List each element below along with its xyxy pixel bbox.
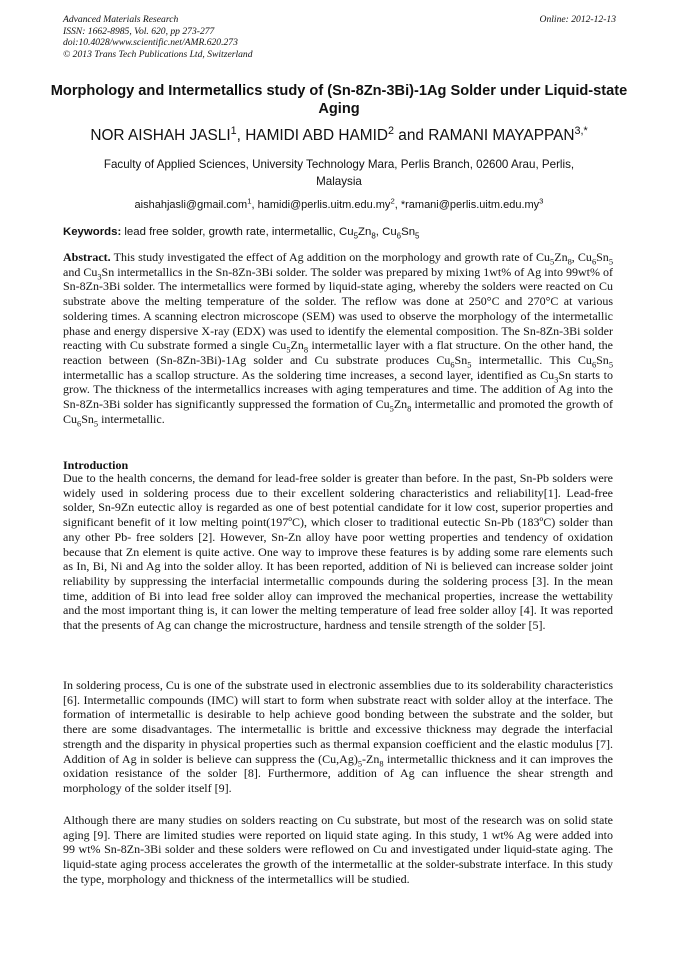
affiliation: Faculty of Applied Sciences, University Technology Mara, Perlis Branch, 02600 Arau, Perlis, Malaysia	[103, 158, 575, 188]
email-address[interactable]: *ramani@perlis.uitm.edu.my	[400, 199, 540, 211]
keywords	[63, 225, 623, 239]
online-date: Online: 2012-12-13	[539, 14, 616, 25]
author-name: HAMIDI ABD HAMID	[245, 127, 388, 144]
author-mark: 3,*	[574, 124, 588, 137]
abstract-text: This study investigated the effect of Ag addition on the morphology and growth rate of $Cu_5Zn_8$, $Cu_6Sn_5$ and $Cu_3Sn$ intermetallics in the Sn-8Zn-3Bi solder. The solder was prepared by mixing 1wt% of Ag into 99wt% of Sn-8Zn-3Bi solder. The intermetallics were formed by liquid-state aging, whereby the solders were reacted on Cu substrate above the melting temperature of the solder. The reflow was done at 250°C and 270°C at various soldering times. A scanning electron microscope (SEM) was used to observe the morphology of the intermetallic phase and energy dispersive X-ray (EDX) was used to identify the elemental composition. The Sn-8Zn-3Bi solder reacting with Cu substrate formed a single $Cu_5Zn_8$ intermetallic layer with a flat structure. On the other hand, the reaction between (Sn-8Zn-3Bi)-1Ag solder and Cu substrate produces $Cu_6Sn_5$ intermetallic. This $Cu_6Sn_5$ intermetallic has a scallop structure. As the soldering time increases, a second layer, identified as $Cu_3Sn$ starts to grow. The thickness of the intermetallics increases with aging temperatures and time. The addition of Ag into the Sn-8Zn-3Bi solder has significantly suppressed the formation of $Cu_5Zn_8$ intermetallic and promoted the growth of $Cu_6Sn_5$ intermetallic.	[63, 250, 613, 429]
keywords-label: Keywords:	[63, 226, 122, 238]
intro-paragraph: Due to the health concerns, the demand for lead-free solder is greater than before. In the past, Sn-Pb solders were widely used in soldering process due to their excellent soldering characteristics and reliability[1]. Lead-free solder, Sn-9Zn eutectic alloy is regarded as one of best potential candidate for it low cost, superior properties and significant benefit of it low melting point(197ºC), which closer to traditional eutectic Sn-Pb (183ºC) solder than any other Pb- free solders [2]. However, Sn-Zn alloy have poor wetting properties and tendency of oxidation because that Zn element is quite active. One way to improve these features is by adding some rare elements such as In, Bi, Ni and Ag into the solder alloy. It has been reported, addition of Ni is believed can increase solder joint reliability by suppressing the interfacial intermetallic compounds during the soldering process [3]. In the mean time, addition of Bi into lead free solder alloy can improved the mechanical properties, increase the wettability and the most important thing is, it can lower the melting temperature of lead free solder alloy [4]. It was reported that the presents of Ag can change the microstructure, hardness and tensile strength of the solder [5].	[63, 471, 613, 633]
author-mark: 2	[388, 124, 394, 137]
email-address[interactable]: hamidi@perlis.uitm.edu.my	[257, 199, 391, 211]
author-name: NOR AISHAH JASLI	[90, 127, 231, 144]
intro-paragraph: Although there are many studies on solders reacting on Cu substrate, but most of the research was on solid state aging [9]. There are limited studies were reported on liquid state aging. In this study, 1 wt% Ag were added into 99 wt% Sn-8Zn-3Bi solder and these solders were reflowed on Cu and investigated under liquid-state aging. The liquid-state aging process accelerates the growth of the intermetallic at the solder-substrate interface. In this study the type, morphology and thickness of the intermetallics will be studied.	[63, 813, 613, 886]
journal-copyright: © 2013 Trans Tech Publications Ltd, Switzerland	[63, 48, 253, 60]
abstract-label: Abstract.	[63, 250, 111, 264]
paper-title: Morphology and Intermetallics study of (Sn-8Zn-3Bi)-1Ag Solder under Liquid-state Aging	[50, 83, 628, 117]
email-mark: 2	[390, 196, 395, 206]
journal-issn: ISSN: 1662-8985, Vol. 620, pp 273-277	[63, 25, 215, 37]
author-name: RAMANI MAYAPPAN	[428, 127, 575, 144]
journal-header	[63, 14, 616, 60]
section-heading: Introduction	[63, 458, 129, 472]
keywords-text: lead free solder, growth rate, intermetallic, $Cu_5Zn_8$, $Cu_6Sn_5$	[124, 226, 420, 241]
abstract	[63, 250, 613, 427]
email-mark: 3	[539, 196, 544, 206]
email-list: aishahjasli@gmail.com$^1$, $hamidi@perlis.uitm.edu.my^2$, $*ramani@perlis.uitm.edu.my^3$	[134, 196, 544, 211]
email-mark: 1	[247, 196, 252, 206]
journal-doi: doi:10.4028/www.scientific.net/AMR.620.273	[63, 37, 238, 49]
author-mark: 1	[230, 124, 237, 137]
author-list: NOR AISHAH JASLI$^1$, HAMIDI ABD HAMID$^2$ and RAMANI $MAYAPPAN^{3,*}$	[90, 124, 588, 144]
intro-paragraph: In soldering process, Cu is one of the substrate used in electronic assemblies due to its solderability characteristics [6]. Intermetallic compounds (IMC) will start to form when substrate react with solder alloy at the interface. The formation of intermetallic is desirable to help achieve good bonding between the substrate and the solder, but there are some disadvantages. The intermetallic is brittle and excessive thickness may degrade the interfacial strength and the disparity in physical properties such as thermal expansion coefficient and the elastic modulus [7]. Addition of Ag in solder is believe can suppress the $(Cu,Ag)_5-Zn_8$ intermetallic thickness and it can improves the oxidation resistance of the solder [8]. Furthermore, addition of Ag can influence the shear strength and morphology of the solder itself [9].	[63, 678, 613, 796]
email-address[interactable]: aishahjasli@gmail.com	[134, 199, 248, 211]
journal-name: Advanced Materials Research	[63, 14, 179, 25]
